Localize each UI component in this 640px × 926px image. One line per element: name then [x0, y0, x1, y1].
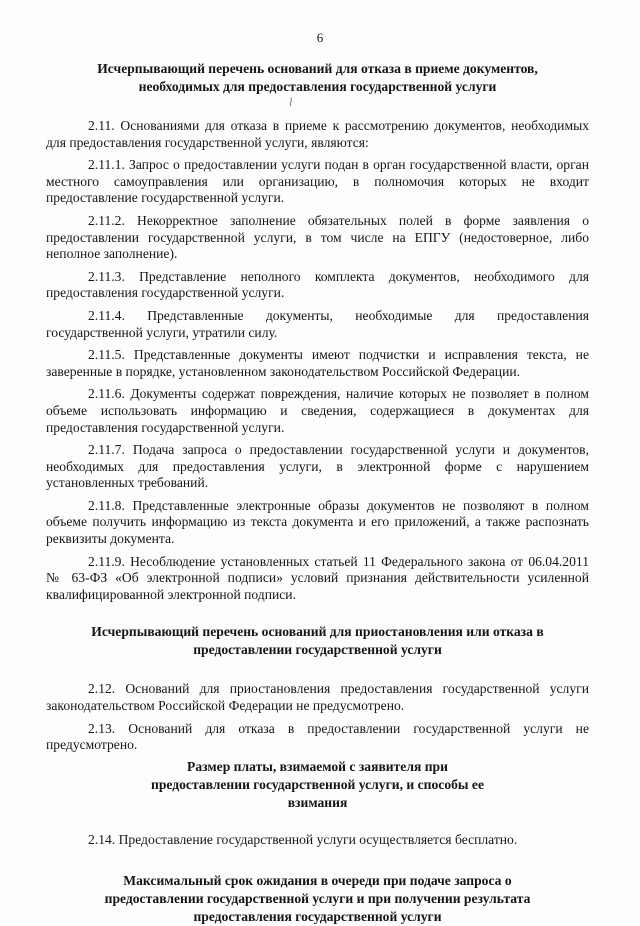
section-heading-fee: Размер платы, взимаемой с заявителя при предоставлении государственной услуги, и способы ее взимания	[151, 758, 484, 810]
paragraph-2-11-6: 2.11.6. Документы содержат повреждения, наличие которых не позволяет в полном объеме использовать информацию и сведения, содержащиеся в документах для предоставления государственной услуги.	[46, 386, 589, 435]
page-number: 6	[316, 30, 324, 45]
section-heading-refusal-acceptance: Исчерпывающий перечень оснований для отказа в приеме документов, необходимых для предоставления государственной услуги	[97, 61, 538, 94]
paragraph-2-11-3: 2.11.3. Представление неполного комплекта документов, необходимого для предоставления государственной услуги.	[46, 268, 589, 301]
paragraph-2-14: 2.14. Предоставление государственной услуги осуществляется бесплатно.	[88, 831, 518, 847]
paragraph-2-11-4: 2.11.4. Представленные документы, необходимые для предоставления государственной услуги, утратили силу.	[46, 307, 589, 340]
paragraph-2-11-9: 2.11.9. Несоблюдение установленных статьей 11 Федерального закона от 06.04.2011 № 63-ФЗ «Об электронной подписи» условий признания действительности усиленной квалифицированной электронной подписи.	[46, 553, 589, 602]
section-heading-queue-time: Максимальный срок ожидания в очереди при подаче запроса о предоставлении государственной услуги и при получении результата предоставления государственной услуги	[104, 873, 531, 925]
paragraph-2-11-1: 2.11.1. Запрос о предоставлении услуги подан в орган государственной власти, орган местного самоуправления или организацию, в полномочия которых не входит предоставление государственной услуги.	[46, 157, 589, 206]
paragraph-2-11-7: 2.11.7. Подача запроса о предоставлении государственной услуги и документов, необходимых для предоставления услуги, в электронной форме с нарушением установленных требований.	[46, 442, 589, 491]
section-heading-suspension: Исчерпывающий перечень оснований для приостановления или отказа в предоставлении государственной услуги	[91, 624, 544, 658]
paragraph-2-11: 2.11. Основаниями для отказа в приеме к рассмотрению документов, необходимых для предоставления государственной услуги, являются:	[46, 118, 589, 150]
paragraph-2-11-2: 2.11.2. Некорректное заполнение обязательных полей в форме заявления о предоставлении государственной услуги, в том числе на ЕПГУ (недостоверное, либо неполное заполнение).	[46, 212, 589, 262]
paragraph-2-11-5: 2.11.5. Представленные документы имеют подчистки и исправления текста, не заверенные в порядке, установленном законодательством Российской Федерации.	[46, 347, 589, 379]
pen-mark: ⌇	[286, 96, 295, 110]
paragraph-2-13: 2.13. Оснований для отказа в предоставлении государственной услуги не предусмотрено.	[46, 720, 589, 753]
paragraph-2-12: 2.12. Оснований для приостановления предоставления государственной услуги законодательством Российской Федерации не предусмотрено.	[46, 681, 589, 714]
paragraph-2-11-8: 2.11.8. Представленные электронные образы документов не позволяют в полном объеме получить информацию из текста документа и его приложений, а также распознать реквизиты документа.	[46, 497, 589, 547]
document-body	[46, 60, 589, 926]
